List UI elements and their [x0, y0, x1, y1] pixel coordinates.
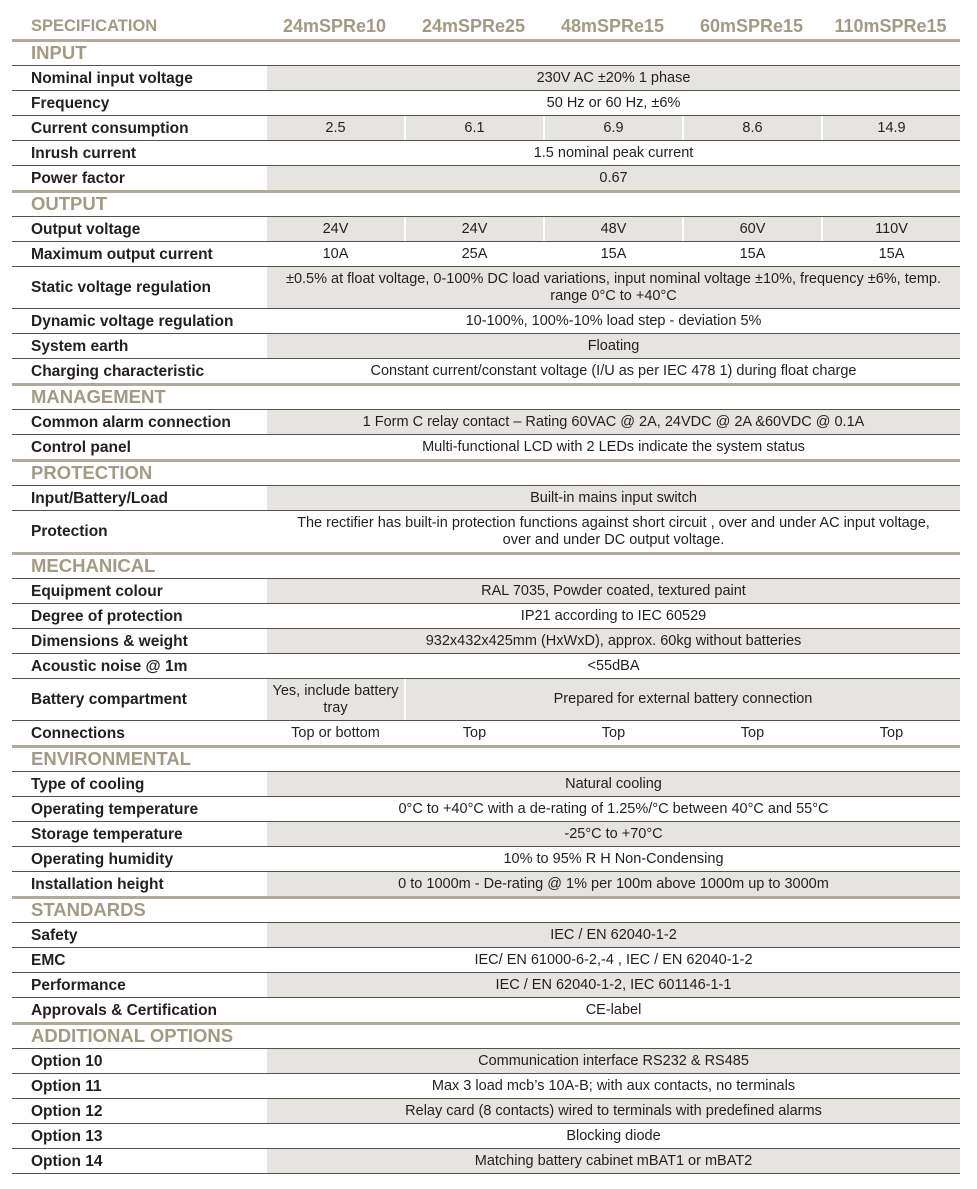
spec-row-protection: [12, 510, 960, 552]
model-column-header: 48mSPRe15: [560, 16, 665, 36]
spec-value: 15A: [682, 242, 821, 266]
spec-label: Option 11: [31, 1077, 102, 1095]
spec-value: 25A: [404, 242, 543, 266]
spec-row-maximum-output-current: [12, 241, 960, 266]
section-title: MECHANICAL: [31, 555, 156, 577]
spec-row-battery-compartment: [12, 678, 960, 720]
spec-label: Equipment colour: [31, 582, 163, 600]
spec-value: 0°C to +40°C with a de-rating of 1.25%/°C between 40°C and 55°C: [265, 797, 960, 821]
spec-label: Operating humidity: [31, 850, 174, 868]
section-heading-input: [12, 39, 960, 65]
spec-row-static-voltage-regulation: [12, 266, 960, 308]
spec-value: Communication interface RS232 & RS485: [265, 1049, 960, 1073]
spec-value-line: range 0°C to +40°C: [550, 287, 677, 304]
spec-label: Frequency: [31, 94, 110, 112]
spec-value: IEC / EN 62040-1-2, IEC 601146-1-1: [265, 973, 960, 997]
spec-value: 15A: [543, 242, 682, 266]
spec-value: -25°C to +70°C: [265, 822, 960, 846]
spec-value-line: over and under DC output voltage.: [502, 531, 725, 548]
spec-value: 932x432x425mm (HxWxD), approx. 60kg without batteries: [265, 629, 960, 653]
table-header-row: [12, 14, 960, 39]
spec-value: Top: [821, 721, 960, 745]
spec-row-system-earth: [12, 333, 960, 358]
spec-row-power-factor: [12, 165, 960, 190]
spec-row-operating-temperature: [12, 796, 960, 821]
spec-value-line: The rectifier has built-in protection functions against short circuit , over and under AC input voltage,: [297, 514, 930, 531]
section-heading-protection: [12, 459, 960, 485]
spec-row-option-11: [12, 1073, 960, 1098]
spec-value: <55dBA: [265, 654, 960, 678]
spec-label: Acoustic noise @ 1m: [31, 657, 188, 675]
spec-value: Yes, include battery tray: [265, 679, 404, 720]
spec-sheet: [12, 14, 960, 1174]
spec-row-safety: [12, 922, 960, 947]
spec-table-body: [12, 39, 960, 1174]
spec-value: IEC/ EN 61000-6-2,-4 , IEC / EN 62040-1-2: [265, 948, 960, 972]
spec-row-type-of-cooling: [12, 771, 960, 796]
spec-label: Input/Battery/Load: [31, 489, 168, 507]
spec-value: 6.9: [543, 116, 682, 140]
spec-value: 0.67: [265, 166, 960, 190]
spec-row-control-panel: [12, 434, 960, 459]
section-title: PROTECTION: [31, 462, 153, 484]
spec-value: Prepared for external battery connection: [404, 679, 960, 720]
spec-row-dynamic-voltage-regulation: [12, 308, 960, 333]
spec-row-approvals-certification: [12, 997, 960, 1022]
spec-label: Inrush current: [31, 144, 137, 162]
section-title: MANAGEMENT: [31, 386, 166, 408]
spec-row-installation-height: [12, 871, 960, 896]
section-heading-additional-options: [12, 1022, 960, 1048]
spec-value: [265, 511, 960, 552]
spec-value: RAL 7035, Powder coated, textured paint: [265, 579, 960, 603]
spec-label: Option 12: [31, 1102, 103, 1120]
spec-value: Blocking diode: [265, 1124, 960, 1148]
spec-row-performance: [12, 972, 960, 997]
spec-label: Operating temperature: [31, 800, 199, 818]
spec-label: Option 13: [31, 1127, 103, 1145]
spec-value-line: ±0.5% at float voltage, 0-100% DC load variations, input nominal voltage ±10%, frequency ±6%, temp.: [286, 270, 941, 287]
spec-row-common-alarm-connection: [12, 409, 960, 434]
model-column-header: 24mSPRe10: [282, 16, 387, 36]
spec-value: Constant current/constant voltage (I/U as per IEC 478 1) during float charge: [265, 359, 960, 383]
spec-row-option-13: [12, 1123, 960, 1148]
spec-value: 50 Hz or 60 Hz, ±6%: [265, 91, 960, 115]
spec-value: Natural cooling: [265, 772, 960, 796]
spec-label: Connections: [31, 724, 125, 742]
spec-label: Option 14: [31, 1152, 103, 1170]
spec-row-option-10: [12, 1048, 960, 1073]
spec-value: 10A: [265, 242, 404, 266]
spec-row-storage-temperature: [12, 821, 960, 846]
spec-value: 1.5 nominal peak current: [265, 141, 960, 165]
spec-value: 48V: [543, 217, 682, 241]
spec-row-equipment-colour: [12, 578, 960, 603]
spec-label: Option 10: [31, 1052, 103, 1070]
section-title: ADDITIONAL OPTIONS: [31, 1025, 234, 1047]
spec-value: Top: [682, 721, 821, 745]
spec-label: Battery compartment: [31, 691, 187, 708]
spec-value: Floating: [265, 334, 960, 358]
spec-label: Maximum output current: [31, 245, 213, 263]
spec-label: Approvals & Certification: [31, 1001, 218, 1019]
spec-label: Degree of protection: [31, 607, 183, 625]
section-title: INPUT: [31, 42, 87, 64]
spec-value: Top: [404, 721, 543, 745]
spec-value: IP21 according to IEC 60529: [265, 604, 960, 628]
spec-label: Dynamic voltage regulation: [31, 312, 234, 330]
spec-row-frequency: [12, 90, 960, 115]
spec-label: EMC: [31, 951, 66, 969]
spec-row-nominal-input-voltage: [12, 65, 960, 90]
spec-row-option-14: [12, 1148, 960, 1174]
spec-label: Output voltage: [31, 220, 141, 238]
spec-row-inrush-current: [12, 140, 960, 165]
spec-row-degree-of-protection: [12, 603, 960, 628]
spec-label: Charging characteristic: [31, 362, 205, 380]
spec-label: Protection: [31, 523, 108, 540]
section-heading-mechanical: [12, 552, 960, 578]
model-column-header: 110mSPRe15: [834, 16, 947, 36]
spec-label: Type of cooling: [31, 775, 145, 793]
spec-value: 24V: [404, 217, 543, 241]
spec-row-acoustic-noise-1m: [12, 653, 960, 678]
spec-value: Multi-functional LCD with 2 LEDs indicate the system status: [265, 435, 960, 459]
spec-row-connections: [12, 720, 960, 745]
spec-label: Nominal input voltage: [31, 69, 193, 87]
spec-value: 6.1: [404, 116, 543, 140]
spec-label: Safety: [31, 926, 78, 944]
spec-row-input-battery-load: [12, 485, 960, 510]
spec-value: 2.5: [265, 116, 404, 140]
model-column-header: 60mSPRe15: [699, 16, 804, 36]
spec-value: 60V: [682, 217, 821, 241]
section-title: OUTPUT: [31, 193, 108, 215]
spec-label: System earth: [31, 337, 129, 355]
spec-value: 1 Form C relay contact – Rating 60VAC @ 2A, 24VDC @ 2A &60VDC @ 0.1A: [265, 410, 960, 434]
section-title: STANDARDS: [31, 899, 146, 921]
spec-row-operating-humidity: [12, 846, 960, 871]
spec-value: 230V AC ±20% 1 phase: [265, 66, 960, 90]
spec-value: CE-label: [265, 998, 960, 1022]
model-column-header: 24mSPRe25: [421, 16, 526, 36]
spec-value: [265, 267, 960, 308]
spec-row-output-voltage: [12, 216, 960, 241]
spec-label: Control panel: [31, 438, 131, 456]
spec-label: Current consumption: [31, 119, 189, 137]
spec-value: 15A: [821, 242, 960, 266]
spec-label: Storage temperature: [31, 825, 183, 843]
spec-value: 24V: [265, 217, 404, 241]
spec-value: 10-100%, 100%-10% load step - deviation 5%: [265, 309, 960, 333]
spec-value: Top: [543, 721, 682, 745]
spec-label: Static voltage regulation: [31, 279, 212, 296]
section-heading-environmental: [12, 745, 960, 771]
section-heading-output: [12, 190, 960, 216]
specification-header: SPECIFICATION: [31, 17, 158, 35]
section-title: ENVIRONMENTAL: [31, 748, 191, 770]
spec-label: Performance: [31, 976, 126, 994]
spec-value: Top or bottom: [265, 721, 404, 745]
spec-value: 8.6: [682, 116, 821, 140]
spec-value: 14.9: [821, 116, 960, 140]
section-heading-standards: [12, 896, 960, 922]
spec-value: IEC / EN 62040-1-2: [265, 923, 960, 947]
spec-row-emc: [12, 947, 960, 972]
spec-row-charging-characteristic: [12, 358, 960, 383]
spec-value: Matching battery cabinet mBAT1 or mBAT2: [265, 1149, 960, 1173]
spec-row-option-12: [12, 1098, 960, 1123]
spec-value: Built-in mains input switch: [265, 486, 960, 510]
spec-value: 10% to 95% R H Non-Condensing: [265, 847, 960, 871]
spec-value: 0 to 1000m - De-rating @ 1% per 100m above 1000m up to 3000m: [265, 872, 960, 896]
spec-row-current-consumption: [12, 115, 960, 140]
spec-label: Common alarm connection: [31, 413, 231, 431]
spec-value: 110V: [821, 217, 960, 241]
spec-label: Installation height: [31, 875, 164, 893]
spec-label: Power factor: [31, 169, 125, 187]
section-heading-management: [12, 383, 960, 409]
spec-value: Max 3 load mcb’s 10A-B; with aux contacts, no terminals: [265, 1074, 960, 1098]
spec-row-dimensions-weight: [12, 628, 960, 653]
spec-label: Dimensions & weight: [31, 632, 188, 650]
spec-value: Relay card (8 contacts) wired to terminals with predefined alarms: [265, 1099, 960, 1123]
